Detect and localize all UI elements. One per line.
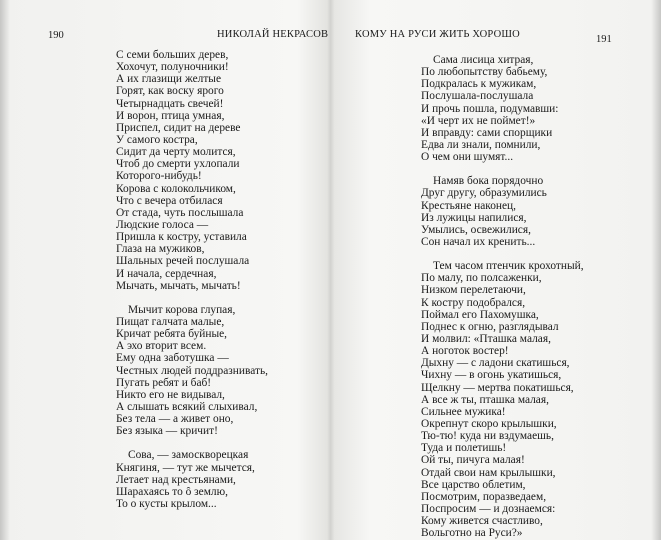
verse-line: Намяв бока порядочно (433, 175, 544, 188)
verse-line: Без тела — а живет оно, (116, 413, 234, 426)
verse-line: Горят, как воску ярого (116, 85, 224, 98)
verse-line: А все ж ты, пташка малая, (421, 393, 549, 406)
verse-line: По любопытству бабьему, (421, 66, 548, 79)
verse-line: Княгиня, — тут же мычется, (116, 461, 255, 474)
verse-line: У самого костра, (116, 133, 198, 146)
verse-line: Поднес к огню, разглядывал (421, 320, 559, 333)
verse-line: Сова, — замоскворецкая (128, 449, 249, 462)
verse-line: А эхо вторит всем. (116, 340, 207, 353)
left-page-number: 190 (48, 30, 64, 41)
verse-line: Друг другу, образумились (421, 187, 547, 200)
verse-line: Людские голоса — (116, 218, 209, 231)
right-poem-column (421, 54, 584, 539)
verse-line: Никто его не видывал, (116, 388, 225, 401)
verse-line: Посмотрим, поразведаем, (421, 490, 547, 503)
verse-line: О чем они шумят... (421, 151, 514, 164)
stanza-gap (421, 248, 584, 260)
verse-line: Крестьяне наконец, (421, 199, 516, 212)
stanza-gap (421, 163, 584, 175)
verse-line: Мычит корова глупая, (128, 303, 236, 316)
verse-line: Честных людей поддразнивать, (116, 364, 268, 377)
verse-line: Ему одна заботушка — (116, 352, 229, 365)
verse-line: Пугать ребят и баб! (116, 376, 212, 389)
verse-line: Кому живется счастливо, (421, 515, 543, 528)
verse-line: А слышать всякий слыхивал, (116, 400, 258, 413)
verse-line: Окрепнут скоро крылышки, (421, 417, 557, 430)
verse-line: Послушала-послушала (421, 90, 534, 103)
verse-line: Шальных речей послушала (116, 255, 250, 268)
verse-line: Дыхну — с ладони скатишься, (421, 357, 570, 370)
verse-line: Четырнадцать свечей! (116, 97, 224, 110)
verse-line: От стада, чуть послышала (116, 206, 244, 219)
verse-line: Едва ли знали, помнили, (421, 138, 541, 151)
verse-line: Умылись, освежилися, (421, 223, 531, 236)
verse-line: Тем часом птенчик крохотный, (433, 260, 584, 273)
verse-line: К костру подобрался, (421, 296, 526, 309)
verse-line: Туда и полетишь! (421, 442, 507, 455)
verse-line: Подкралась к мужикам, (421, 78, 537, 91)
verse-line: И вправду: сами спорщики (421, 126, 553, 139)
right-page-number: 191 (596, 34, 612, 45)
verse-line: По малу, по полсаженки, (421, 272, 542, 285)
verse-line: Чихну — в огонь укатишься, (421, 369, 562, 382)
verse-line: Тю-тю! куда ни вздумаешь, (421, 430, 554, 443)
left-edge-shadow (0, 0, 10, 540)
verse-line: И молвил: «Пташка малая, (421, 332, 551, 345)
stanza-gap (116, 437, 268, 449)
verse-line: Корова с колокольчиком, (116, 182, 236, 195)
verse-line: Глаза на мужиков, (116, 243, 205, 256)
verse-line: Приспел, сидит на дереве (116, 121, 241, 134)
verse-line: И ворон, птица умная, (116, 109, 225, 122)
verse-line: Все царство облетим, (421, 478, 526, 491)
verse-line: А их глазищи желтые (116, 73, 222, 86)
verse-line: То о кусты крылом... (116, 497, 217, 510)
left-running-head: НИКОЛАЙ НЕКРАСОВ (217, 29, 329, 40)
verse-line: Чтоб до смерти ухлопали (116, 158, 240, 171)
verse-line: А ноготок востер! (421, 345, 509, 358)
stanza-gap (116, 292, 268, 304)
verse-line: Поспросим — и дознаемся: (421, 502, 556, 515)
verse-line: Из лужицы напилися, (421, 211, 527, 224)
verse-line: Пищат галчата малые, (116, 315, 225, 328)
right-running-head: КОМУ НА РУСИ ЖИТЬ ХОРОШО (355, 29, 520, 40)
verse-line: Хохочут, полуночники! (116, 61, 229, 74)
verse-line: Сидит да черту молится, (116, 146, 236, 159)
verse-line: И прочь пошла, подумавши: (421, 102, 559, 115)
verse-line: С семи больших дерев, (116, 49, 229, 61)
verse-line: Что с вечера отбилася (116, 194, 223, 207)
verse-line: Шарахаясь то ô землю, (116, 485, 228, 498)
verse-line: Пришла к костру, уставила (116, 231, 247, 244)
verse-line: Щелкну — мертва покатишься, (421, 381, 574, 394)
verse-line: Ой ты, пичуга малая! (421, 454, 525, 467)
verse-line: Вольготно на Руси?» (421, 527, 523, 540)
verse-line: И начала, сердечная, (116, 267, 217, 280)
verse-line: «И черт их не поймет!» (421, 114, 536, 127)
verse-line: Отдай свои нам крылышки, (421, 466, 556, 479)
verse-line: Низком перелетаючи, (421, 284, 526, 297)
verse-line: Кричат ребята буйные, (116, 328, 228, 341)
verse-line: Летает над крестьянами, (116, 473, 236, 486)
left-poem-column (116, 49, 268, 510)
right-edge-shadow (651, 0, 661, 540)
verse-line: Сильнее мужика! (421, 405, 506, 418)
verse-line: Без языка — кричит! (116, 425, 218, 438)
verse-line: Мычать, мычать, мычать! (116, 279, 241, 292)
verse-line: Которого-нибудь! (116, 170, 202, 183)
verse-line: Сон начал их кренить... (421, 235, 536, 248)
verse-line: Поймал его Пахомушка, (421, 308, 539, 321)
verse-line: Сама лисица хитрая, (433, 54, 534, 66)
